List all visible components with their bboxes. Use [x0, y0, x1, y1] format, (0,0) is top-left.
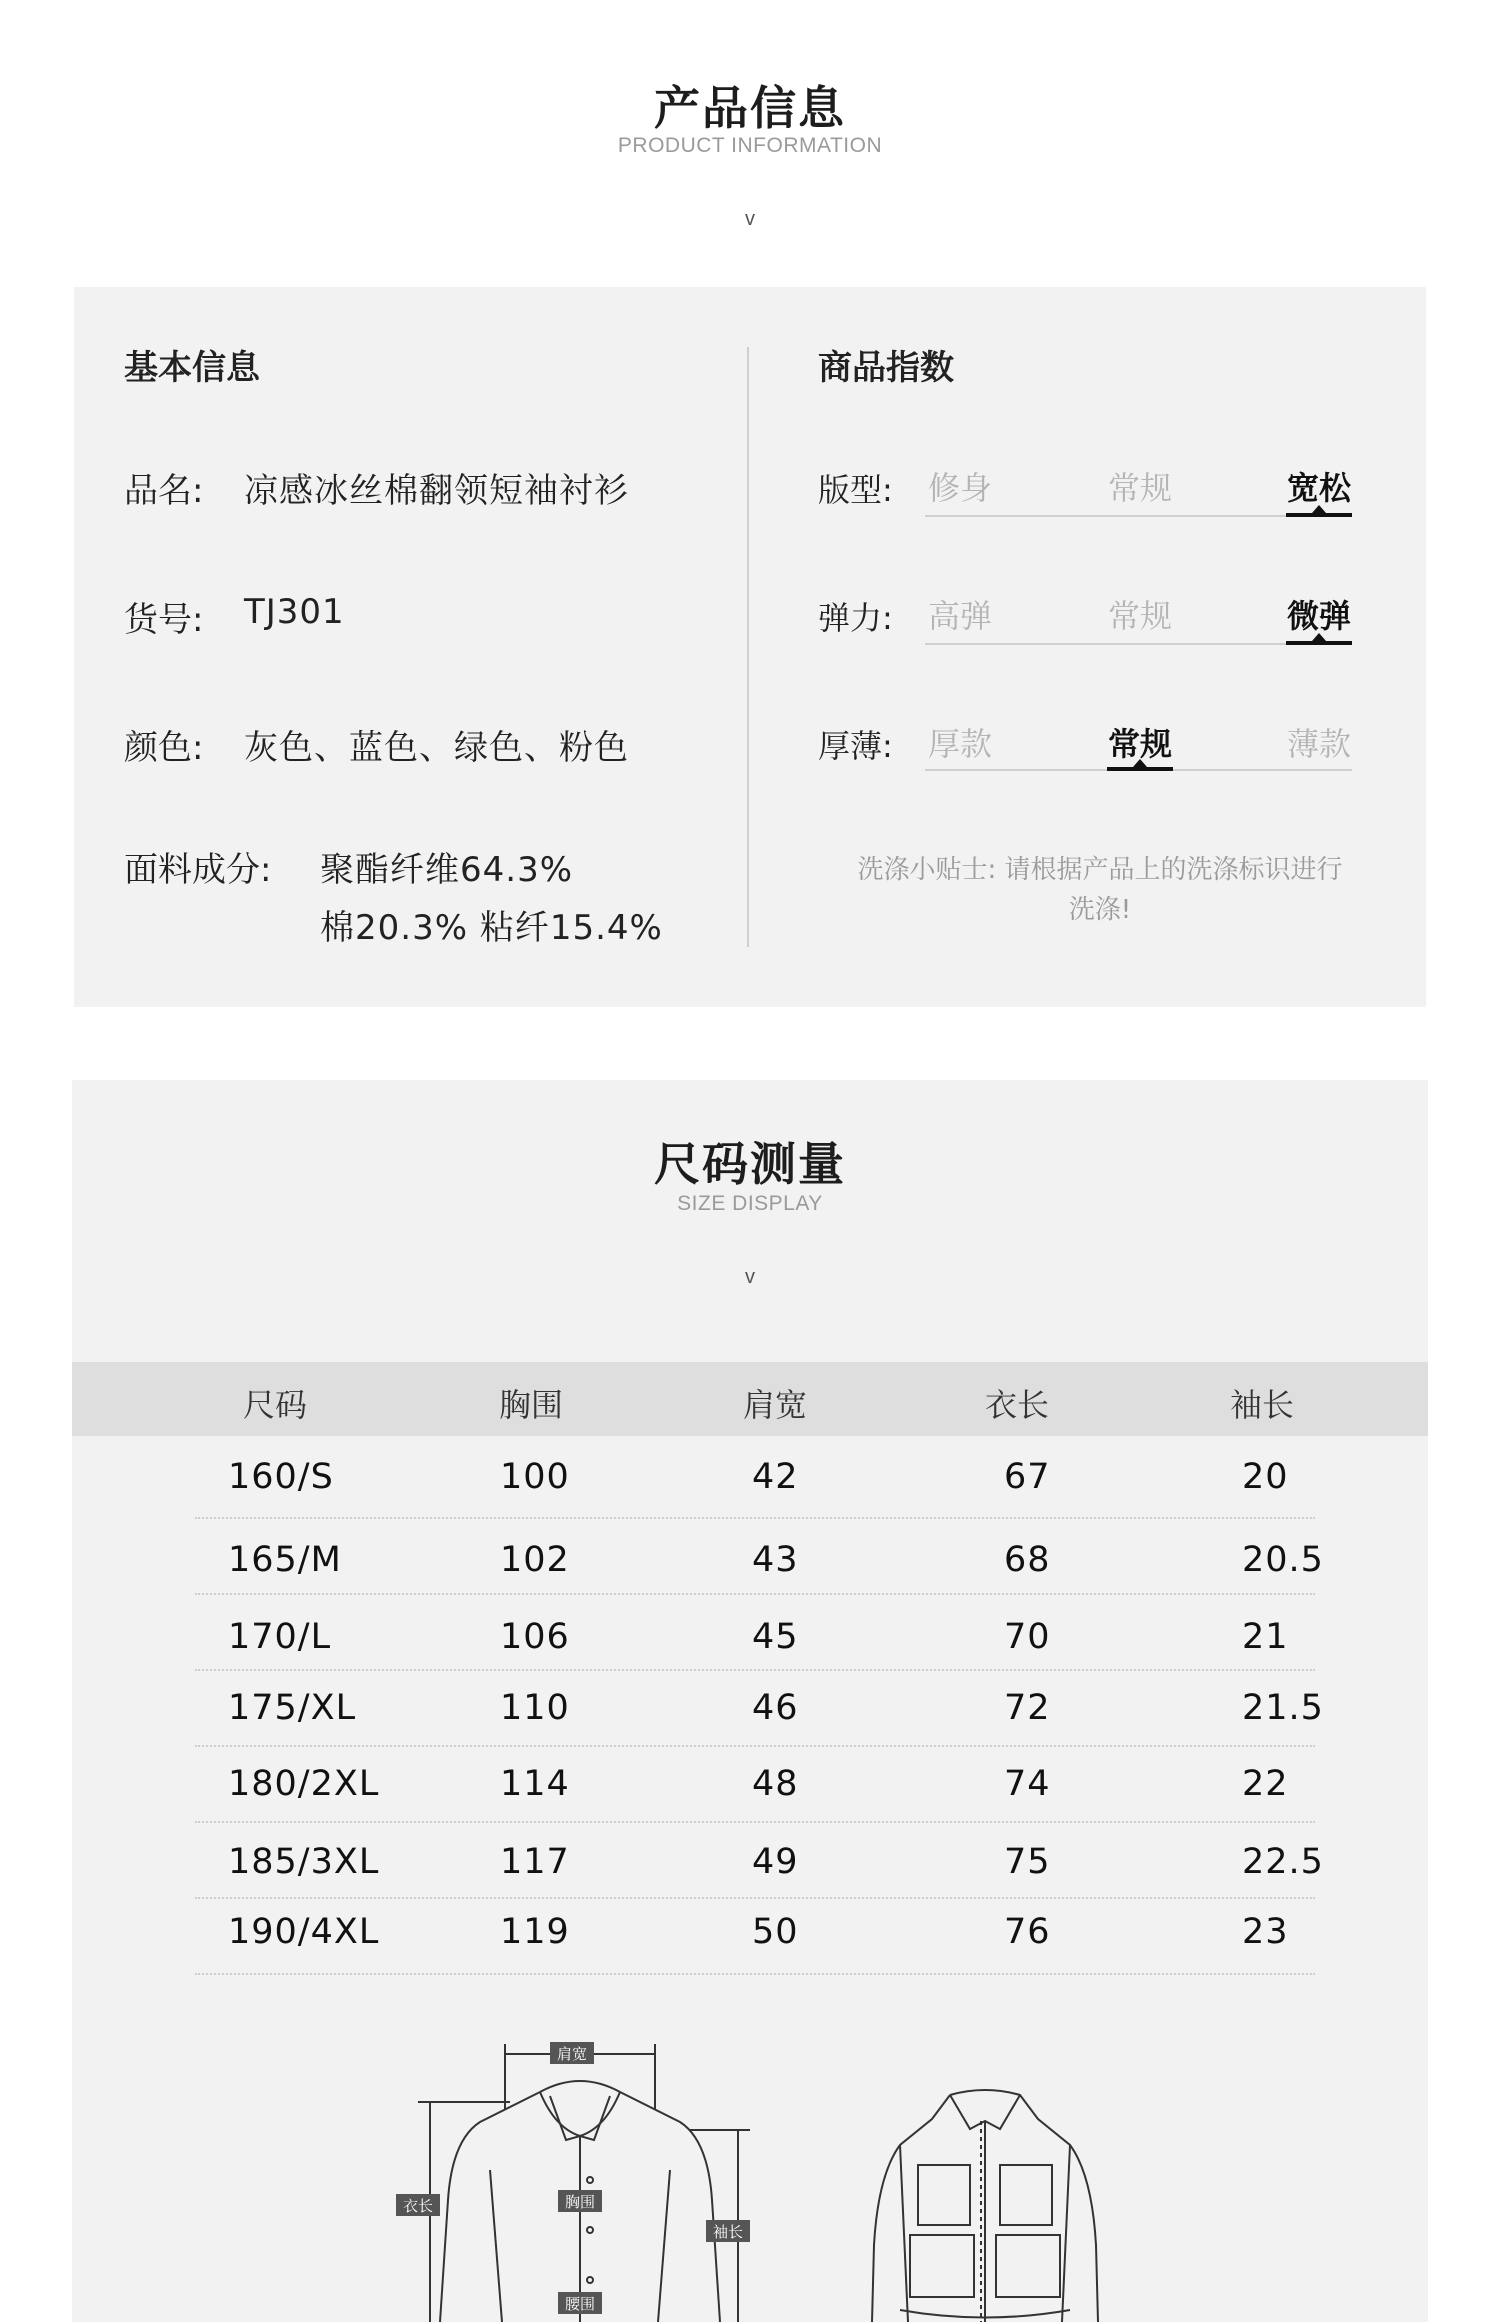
- diagram-label-sleeve: 袖长: [712, 2223, 744, 2241]
- thickness-option-regular: 常规: [1107, 725, 1172, 763]
- fabric-label: 面料成分:: [124, 850, 272, 890]
- wash-tip-line1: 洗涤小贴士: 请根据产品上的洗涤标识进行: [857, 855, 1343, 885]
- table-cell: 23: [1242, 1912, 1289, 1952]
- diagram-label-shoulder: 肩宽: [556, 2045, 588, 2063]
- diagram-label-length: 衣长: [402, 2197, 434, 2215]
- header-chest: 胸围: [498, 1386, 563, 1424]
- table-cell: 180/2XL: [228, 1764, 380, 1804]
- table-cell: 20: [1242, 1457, 1289, 1497]
- thickness-selected-marker: [1107, 767, 1173, 771]
- size-subtitle: SIZE DISPLAY: [677, 1192, 823, 1215]
- product-index-heading: 商品指数: [818, 348, 954, 388]
- jacket-sketch: [870, 2085, 1100, 2322]
- table-cell: 114: [500, 1764, 570, 1804]
- table-cell: 100: [500, 1457, 570, 1497]
- table-cell: 106: [500, 1617, 570, 1657]
- table-cell: 102: [500, 1540, 570, 1580]
- product-name-label: 品名:: [124, 471, 204, 511]
- wash-tip-line2: 洗涤!: [1068, 895, 1132, 925]
- fit-selected-marker: [1286, 513, 1352, 517]
- elasticity-selected-marker: [1286, 641, 1352, 645]
- row-divider: [195, 1973, 1315, 1975]
- table-cell: 48: [752, 1764, 799, 1804]
- table-cell: 110: [500, 1688, 570, 1728]
- row-divider: [195, 1669, 1315, 1671]
- shirt-measurement-diagram: [390, 2030, 770, 2322]
- row-divider: [195, 1745, 1315, 1747]
- size-title: 尺码测量: [654, 1137, 846, 1191]
- color-label: 颜色:: [124, 728, 204, 768]
- header-size: 尺码: [242, 1386, 307, 1424]
- chevron-down-icon: v: [745, 208, 755, 230]
- fabric-value-line1: 聚酯纤维64.3%: [320, 850, 574, 890]
- table-cell: 21.5: [1242, 1688, 1324, 1728]
- sku-value: TJ301: [244, 592, 345, 632]
- table-cell: 190/4XL: [228, 1912, 380, 1952]
- table-cell: 42: [752, 1457, 799, 1497]
- table-cell: 119: [500, 1912, 570, 1952]
- wash-tip: [820, 850, 1380, 930]
- table-cell: 67: [1004, 1457, 1051, 1497]
- table-cell: 43: [752, 1540, 799, 1580]
- elasticity-option-slight: 微弹: [1286, 597, 1351, 635]
- thickness-label: 厚薄:: [818, 727, 893, 765]
- table-cell: 165/M: [228, 1540, 342, 1580]
- product-info-subtitle: PRODUCT INFORMATION: [617, 134, 883, 157]
- table-cell: 70: [1004, 1617, 1051, 1657]
- diagram-label-waist: 腰围: [564, 2295, 596, 2313]
- table-cell: 185/3XL: [228, 1842, 380, 1882]
- table-cell: 74: [1004, 1764, 1051, 1804]
- header-shoulder: 肩宽: [742, 1386, 807, 1424]
- chevron-down-icon: v: [745, 1266, 755, 1288]
- row-divider: [195, 1593, 1315, 1595]
- table-cell: 160/S: [228, 1457, 334, 1497]
- panel-divider: [747, 347, 749, 947]
- sku-label: 货号:: [124, 600, 204, 640]
- fit-label: 版型:: [818, 471, 893, 509]
- table-cell: 22: [1242, 1764, 1289, 1804]
- table-cell: 22.5: [1242, 1842, 1324, 1882]
- row-divider: [195, 1821, 1315, 1823]
- elasticity-option-regular: 常规: [1107, 597, 1172, 635]
- row-divider: [195, 1897, 1315, 1899]
- table-cell: 68: [1004, 1540, 1051, 1580]
- table-cell: 20.5: [1242, 1540, 1324, 1580]
- fabric-value-line2: 棉20.3% 粘纤15.4%: [320, 908, 663, 948]
- elasticity-option-high: 高弹: [927, 597, 992, 635]
- fit-option-loose: 宽松: [1286, 469, 1351, 507]
- product-name-value: 凉感冰丝棉翻领短袖衬衫: [244, 471, 629, 511]
- header-sleeve: 袖长: [1229, 1386, 1294, 1424]
- table-cell: 175/XL: [228, 1688, 357, 1728]
- table-cell: 50: [752, 1912, 799, 1952]
- table-cell: 46: [752, 1688, 799, 1728]
- thickness-option-thick: 厚款: [927, 725, 992, 763]
- table-cell: 72: [1004, 1688, 1051, 1728]
- fit-option-slim: 修身: [927, 469, 992, 507]
- product-info-title: 产品信息: [654, 81, 846, 135]
- color-value: 灰色、蓝色、绿色、粉色: [244, 728, 629, 768]
- table-cell: 21: [1242, 1617, 1289, 1657]
- table-cell: 170/L: [228, 1617, 332, 1657]
- diagram-label-chest: 胸围: [564, 2193, 596, 2211]
- fit-option-regular: 常规: [1107, 469, 1172, 507]
- table-cell: 117: [500, 1842, 570, 1882]
- table-cell: 49: [752, 1842, 799, 1882]
- basic-info-heading: 基本信息: [124, 348, 260, 388]
- table-cell: 45: [752, 1617, 799, 1657]
- row-divider: [195, 1517, 1315, 1519]
- thickness-option-thin: 薄款: [1286, 725, 1351, 763]
- table-cell: 75: [1004, 1842, 1051, 1882]
- header-length: 衣长: [984, 1386, 1049, 1424]
- table-cell: 76: [1004, 1912, 1051, 1952]
- elasticity-label: 弹力:: [818, 599, 893, 637]
